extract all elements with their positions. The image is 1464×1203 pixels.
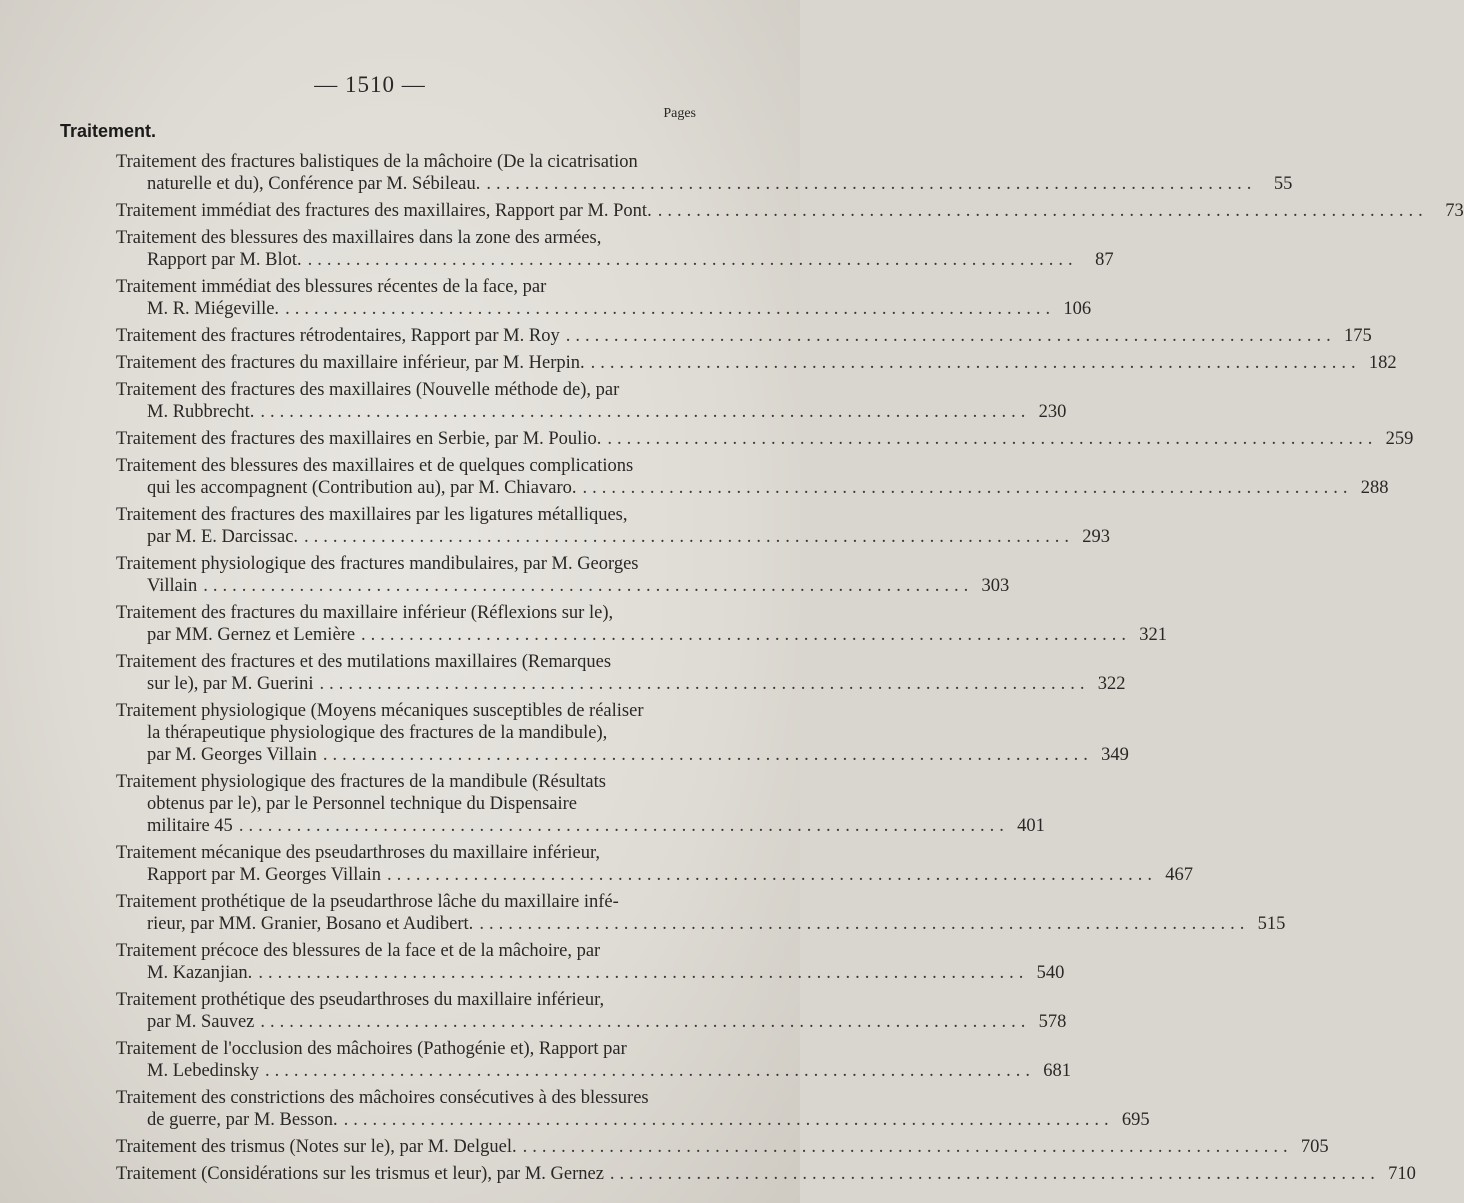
- entry-page-number: 322: [1097, 674, 1126, 694]
- entry-page-number: 182: [1368, 353, 1397, 373]
- index-entry: [116, 651, 1126, 695]
- index-entry: [116, 504, 1111, 548]
- entry-line: [116, 575, 1010, 597]
- dot-leader: ................................................................................: [479, 914, 1250, 934]
- index-entry: [116, 1087, 1150, 1131]
- entry-line: [116, 173, 1293, 195]
- entry-line: [116, 553, 696, 575]
- dot-leader: ................................................................................: [238, 816, 1009, 836]
- entry-page-number: 259: [1385, 429, 1414, 449]
- entry-page-number: 303: [981, 576, 1010, 596]
- entry-line: [116, 864, 1194, 886]
- dot-leader: ................................................................................: [319, 674, 1090, 694]
- entry-line: [116, 793, 696, 815]
- entry-line: [116, 298, 1092, 320]
- entry-line: [116, 1087, 696, 1109]
- entry-text: M. R. Miégeville.: [147, 299, 280, 319]
- entry-text: Traitement des fractures rétrodentaires, Rapport par M. Roy: [116, 326, 560, 346]
- entry-line: [116, 989, 696, 1011]
- entry-line: [116, 504, 696, 526]
- entry-text: obtenus par le), par le Personnel technique du Dispensaire: [147, 794, 577, 814]
- dot-leader: ................................................................................: [322, 745, 1093, 765]
- entry-line: [116, 455, 696, 477]
- entry-line: [116, 744, 1129, 766]
- entry-line: [116, 700, 696, 722]
- entry-text: la thérapeutique physiologique des fractures de la mandibule),: [147, 723, 608, 743]
- entry-line: [116, 651, 696, 673]
- index-entry: [116, 1163, 1416, 1185]
- entry-text: Traitement prothétique de la pseudarthrose lâche du maxillaire infé-: [116, 892, 619, 912]
- index-entry: [116, 455, 1389, 499]
- entry-page-number: 321: [1139, 625, 1168, 645]
- entry-line: [116, 428, 1414, 450]
- entry-text: Traitement immédiat des fractures des maxillaires, Rapport par M. Pont.: [116, 201, 652, 221]
- entry-text: M. Lebedinsky: [147, 1061, 260, 1081]
- entry-page-number: 175: [1343, 326, 1372, 346]
- index-entry: [116, 891, 1286, 935]
- index-entry: [116, 602, 1168, 646]
- entry-line: [116, 891, 696, 913]
- entry-text: Traitement (Considérations sur les trismus et leur), par M. Gernez: [116, 1164, 604, 1184]
- entry-line: [116, 526, 1111, 548]
- section-heading: Traitement.: [60, 121, 157, 141]
- index-entry: [116, 842, 1194, 886]
- index-entry: [116, 200, 1464, 222]
- index-entry: [116, 771, 1045, 837]
- entry-text: par M. Sauvez: [147, 1012, 255, 1032]
- entry-line: [116, 249, 1114, 271]
- dot-leader: ................................................................................: [609, 1164, 1380, 1184]
- index-entry: [116, 989, 1067, 1033]
- entry-text: Traitement prothétique des pseudarthroses du maxillaire inférieur,: [116, 990, 605, 1010]
- entry-line: [116, 673, 1126, 695]
- entry-text: militaire 45: [147, 816, 233, 836]
- pages-column-label: Pages: [663, 106, 696, 121]
- index-entry: [116, 553, 1010, 597]
- dot-leader: ................................................................................: [304, 527, 1075, 547]
- page-number: — 1510 —: [314, 72, 426, 97]
- entry-page-number: 87: [1095, 250, 1114, 270]
- entry-line: [116, 1011, 1067, 1033]
- entry-text: Traitement des trismus (Notes sur le), par M. Delguel.: [116, 1137, 517, 1157]
- entry-line: [116, 962, 1065, 984]
- entry-line: [116, 1136, 1329, 1158]
- entry-text: Traitement des fractures et des mutilations maxillaires (Remarques: [116, 652, 612, 672]
- index-entry: [116, 352, 1397, 374]
- entry-text: qui les accompagnent (Contribution au), par M. Chiavaro.: [147, 478, 577, 498]
- dot-leader: ................................................................................: [260, 1012, 1031, 1032]
- entry-text: M. Kazanjian.: [147, 963, 253, 983]
- entry-page-number: 467: [1165, 865, 1194, 885]
- entry-line: [116, 913, 1286, 935]
- entry-line: [116, 1109, 1150, 1131]
- entry-text: Traitement des fractures du maxillaire inférieur, par M. Herpin.: [116, 353, 585, 373]
- entry-text: Traitement précoce des blessures de la face et de la mâchoire, par: [116, 941, 601, 961]
- entry-line: [116, 815, 1045, 837]
- entry-page-number: 349: [1101, 745, 1129, 765]
- index-entry-list: [116, 151, 1464, 1190]
- dot-leader: ................................................................................: [607, 429, 1378, 449]
- entry-text: Traitement immédiat des blessures récentes de la face, par: [116, 277, 547, 297]
- entry-text: Traitement des fractures balistiques de la mâchoire (De la cicatrisation: [116, 152, 638, 172]
- entry-line: [116, 325, 1372, 347]
- dot-leader: ................................................................................: [343, 1110, 1114, 1130]
- dot-leader: ................................................................................: [565, 326, 1336, 346]
- dot-leader: ................................................................................: [657, 201, 1428, 221]
- entry-line: [116, 379, 696, 401]
- entry-line: [116, 1060, 1072, 1082]
- entry-line: [116, 771, 696, 793]
- entry-line: [116, 401, 1067, 423]
- dot-leader: ................................................................................: [582, 478, 1353, 498]
- entry-line: [116, 352, 1397, 374]
- entry-text: rieur, par MM. Granier, Bosano et Audibert.: [147, 914, 474, 934]
- dot-leader: ................................................................................: [258, 963, 1029, 983]
- entry-text: par M. E. Darcissac.: [147, 527, 299, 547]
- entry-page-number: 705: [1300, 1137, 1329, 1157]
- entry-text: Traitement physiologique des fractures mandibulaires, par M. Georges: [116, 554, 639, 574]
- entry-text: Traitement des constrictions des mâchoires consécutives à des blessures: [116, 1088, 649, 1108]
- index-entry: [116, 276, 1092, 320]
- entry-text: Traitement physiologique (Moyens mécaniques susceptibles de réaliser: [116, 701, 644, 721]
- entry-page-number: 55: [1273, 174, 1293, 194]
- entry-line: [116, 1163, 1416, 1185]
- entry-text: par MM. Gernez et Lemière: [147, 625, 356, 645]
- index-entry: [116, 379, 1067, 423]
- entry-page-number: 293: [1082, 527, 1111, 547]
- entry-page-number: 578: [1038, 1012, 1067, 1032]
- entry-page-number: 401: [1017, 816, 1045, 836]
- entry-text: Traitement des blessures des maxillaires dans la zone des armées,: [116, 228, 602, 248]
- entry-text: M. Rubbrecht.: [147, 402, 255, 422]
- entry-line: [116, 842, 696, 864]
- entry-text: naturelle et du), Conférence par M. Sébileau.: [147, 174, 481, 194]
- dot-leader: ................................................................................: [522, 1137, 1293, 1157]
- dot-leader: ................................................................................: [590, 353, 1361, 373]
- entry-text: Rapport par M. Georges Villain: [147, 865, 382, 885]
- entry-line: [116, 227, 696, 249]
- entry-page-number: 540: [1036, 963, 1065, 983]
- entry-page-number: 695: [1121, 1110, 1150, 1130]
- index-entry: [116, 227, 1114, 271]
- entry-page-number: 230: [1038, 402, 1067, 422]
- entry-line: [116, 624, 1168, 646]
- index-entry: [116, 700, 1129, 766]
- entry-text: Traitement des fractures des maxillaires en Serbie, par M. Poulio.: [116, 429, 602, 449]
- entry-text: par M. Georges Villain: [147, 745, 317, 765]
- dot-leader: ................................................................................: [361, 625, 1132, 645]
- entry-page-number: 73: [1445, 201, 1464, 221]
- dot-leader: ................................................................................: [203, 576, 974, 596]
- dot-leader: ................................................................................: [285, 299, 1056, 319]
- entry-line: [116, 276, 696, 298]
- index-entry: [116, 151, 1293, 195]
- entry-page-number: 106: [1063, 299, 1092, 319]
- entry-text: de guerre, par M. Besson.: [147, 1110, 338, 1130]
- index-entry: [116, 325, 1372, 347]
- entry-text: Traitement physiologique des fractures de la mandibule (Résultats: [116, 772, 606, 792]
- dot-leader: ................................................................................: [307, 250, 1078, 270]
- dot-leader: ................................................................................: [486, 174, 1257, 194]
- dot-leader: ................................................................................: [265, 1061, 1036, 1081]
- entry-text: Traitement mécanique des pseudarthroses du maxillaire inférieur,: [116, 843, 601, 863]
- index-entry: [116, 940, 1065, 984]
- entry-text: Traitement des blessures des maxillaires et de quelques complications: [116, 456, 634, 476]
- index-entry: [116, 428, 1414, 450]
- entry-line: [116, 602, 696, 624]
- entry-line: [116, 151, 696, 173]
- entry-text: Villain: [147, 576, 198, 596]
- entry-text: Traitement des fractures du maxillaire inférieur (Réflexions sur le),: [116, 603, 614, 623]
- dot-leader: ................................................................................: [387, 865, 1158, 885]
- entry-page-number: 288: [1360, 478, 1389, 498]
- entry-text: Rapport par M. Blot.: [147, 250, 302, 270]
- entry-text: Traitement des fractures des maxillaires (Nouvelle méthode de), par: [116, 380, 620, 400]
- entry-page-number: 515: [1257, 914, 1286, 934]
- entry-text: Traitement des fractures des maxillaires par les ligatures métalliques,: [116, 505, 628, 525]
- entry-line: [116, 200, 1464, 222]
- entry-page-number: 710: [1388, 1164, 1416, 1184]
- entry-page-number: 681: [1043, 1061, 1072, 1081]
- entry-text: sur le), par M. Guerini: [147, 674, 314, 694]
- entry-line: [116, 477, 1389, 499]
- entry-line: [116, 1038, 696, 1060]
- index-entry: [116, 1136, 1329, 1158]
- entry-line: [116, 940, 696, 962]
- index-entry: [116, 1038, 1072, 1082]
- entry-text: Traitement de l'occlusion des mâchoires (Pathogénie et), Rapport par: [116, 1039, 627, 1059]
- dot-leader: ................................................................................: [260, 402, 1031, 422]
- entry-line: [116, 722, 696, 744]
